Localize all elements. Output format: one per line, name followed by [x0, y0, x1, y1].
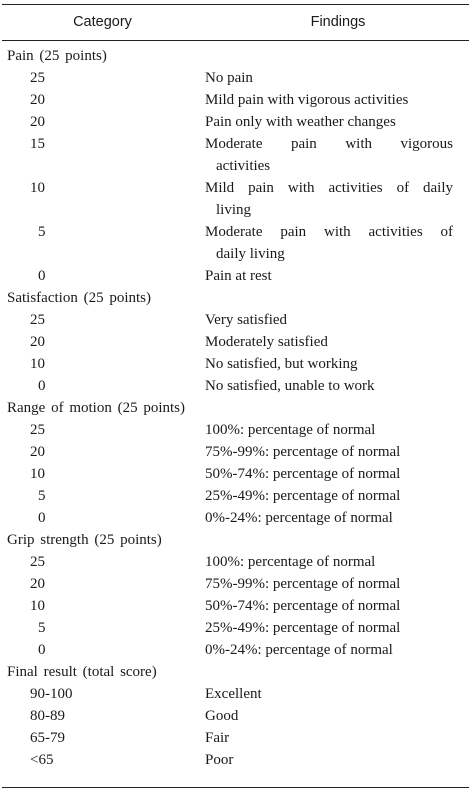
table-row: [0, 639, 471, 661]
finding-cell: Moderately satisfied: [205, 334, 328, 350]
score-cell: 25: [30, 422, 45, 438]
score-cell: 80-89: [30, 708, 65, 724]
table-row: [0, 111, 471, 133]
finding-cell: 0%-24%: percentage of normal: [205, 510, 393, 526]
table-row: [0, 507, 471, 529]
finding-cell: 100%: percentage of normal: [205, 422, 376, 438]
finding-cell: Pain at rest: [205, 268, 272, 284]
finding-text-continued: activities: [216, 158, 271, 174]
finding-text: Moderate pain with activities of: [205, 224, 453, 240]
table-row: [0, 331, 471, 353]
finding-cell: 0%-24%: percentage of normal: [205, 642, 393, 658]
finding-cell: 75%-99%: percentage of normal: [205, 444, 401, 460]
finding-text: Moderate pain with vigorous: [205, 136, 453, 152]
table-row: [0, 353, 471, 375]
table-row: [0, 683, 471, 705]
table-row: [0, 221, 471, 265]
finding-text-continued: living: [216, 202, 252, 218]
finding-cell: Poor: [205, 752, 234, 768]
section-title: Range of motion (25 points): [7, 400, 185, 416]
finding-text: Mild pain with activities of daily: [205, 180, 453, 196]
table-bottom-rule: [2, 787, 469, 788]
score-cell: 0: [38, 378, 46, 394]
table-row: [0, 551, 471, 573]
table-row: [0, 133, 471, 177]
table-header: [0, 9, 471, 37]
header-findings: Findings: [310, 14, 366, 30]
score-cell: 20: [30, 334, 45, 350]
section-row: [0, 45, 471, 67]
table-row: [0, 463, 471, 485]
table-row: [0, 441, 471, 463]
score-cell: 20: [30, 114, 45, 130]
score-cell: 25: [30, 312, 45, 328]
finding-cell: No satisfied, unable to work: [205, 378, 375, 394]
finding-cell: No satisfied, but working: [205, 356, 358, 372]
section-title: Satisfaction (25 points): [7, 290, 151, 306]
finding-cell: No pain: [205, 70, 253, 86]
header-category: Category: [73, 14, 132, 30]
table-top-rule: [2, 4, 469, 5]
table-row: [0, 177, 471, 221]
score-cell: 25: [30, 70, 45, 86]
score-cell: 65-79: [30, 730, 65, 746]
finding-cell: [205, 221, 453, 265]
score-cell: 5: [38, 224, 46, 240]
score-cell: 20: [30, 576, 45, 592]
score-cell: 20: [30, 92, 45, 108]
table-row: [0, 309, 471, 331]
finding-cell: Excellent: [205, 686, 262, 702]
finding-cell: 50%-74%: percentage of normal: [205, 598, 401, 614]
finding-text-continued: daily living: [216, 246, 285, 262]
table-header-rule: [2, 40, 469, 41]
table-row: [0, 67, 471, 89]
score-cell: 0: [38, 268, 46, 284]
section-row: [0, 661, 471, 683]
section-row: [0, 287, 471, 309]
table-body: [0, 45, 471, 771]
score-cell: 0: [38, 642, 46, 658]
score-cell: 0: [38, 510, 46, 526]
table-row: [0, 705, 471, 727]
table-row: [0, 595, 471, 617]
score-cell: 90-100: [30, 686, 73, 702]
section-title: Final result (total score): [7, 664, 157, 680]
score-cell: 10: [30, 180, 45, 196]
table-row: [0, 485, 471, 507]
finding-cell: 25%-49%: percentage of normal: [205, 620, 401, 636]
table-row: [0, 89, 471, 111]
section-title: Pain (25 points): [7, 48, 107, 64]
finding-cell: 50%-74%: percentage of normal: [205, 466, 401, 482]
score-cell: 5: [38, 620, 46, 636]
table-row: [0, 727, 471, 749]
score-cell: 15: [30, 136, 45, 152]
table-row: [0, 573, 471, 595]
finding-cell: Very satisfied: [205, 312, 288, 328]
score-cell: 5: [38, 488, 46, 504]
table-row: [0, 265, 471, 287]
score-cell: 10: [30, 598, 45, 614]
table-row: [0, 375, 471, 397]
finding-cell: 25%-49%: percentage of normal: [205, 488, 401, 504]
score-cell: 10: [30, 466, 45, 482]
score-cell: 10: [30, 356, 45, 372]
finding-cell: Fair: [205, 730, 230, 746]
finding-cell: 100%: percentage of normal: [205, 554, 376, 570]
finding-cell: Good: [205, 708, 239, 724]
section-row: [0, 397, 471, 419]
table-row: [0, 617, 471, 639]
finding-cell: [205, 133, 453, 177]
section-title: Grip strength (25 points): [7, 532, 162, 548]
finding-cell: 75%-99%: percentage of normal: [205, 576, 401, 592]
score-cell: 20: [30, 444, 45, 460]
table-row: [0, 419, 471, 441]
score-cell: <65: [30, 752, 54, 768]
finding-cell: Pain only with weather changes: [205, 114, 396, 130]
table-row: [0, 749, 471, 771]
finding-cell: Mild pain with vigorous activities: [205, 92, 409, 108]
score-cell: 25: [30, 554, 45, 570]
section-row: [0, 529, 471, 551]
finding-cell: [205, 177, 453, 221]
